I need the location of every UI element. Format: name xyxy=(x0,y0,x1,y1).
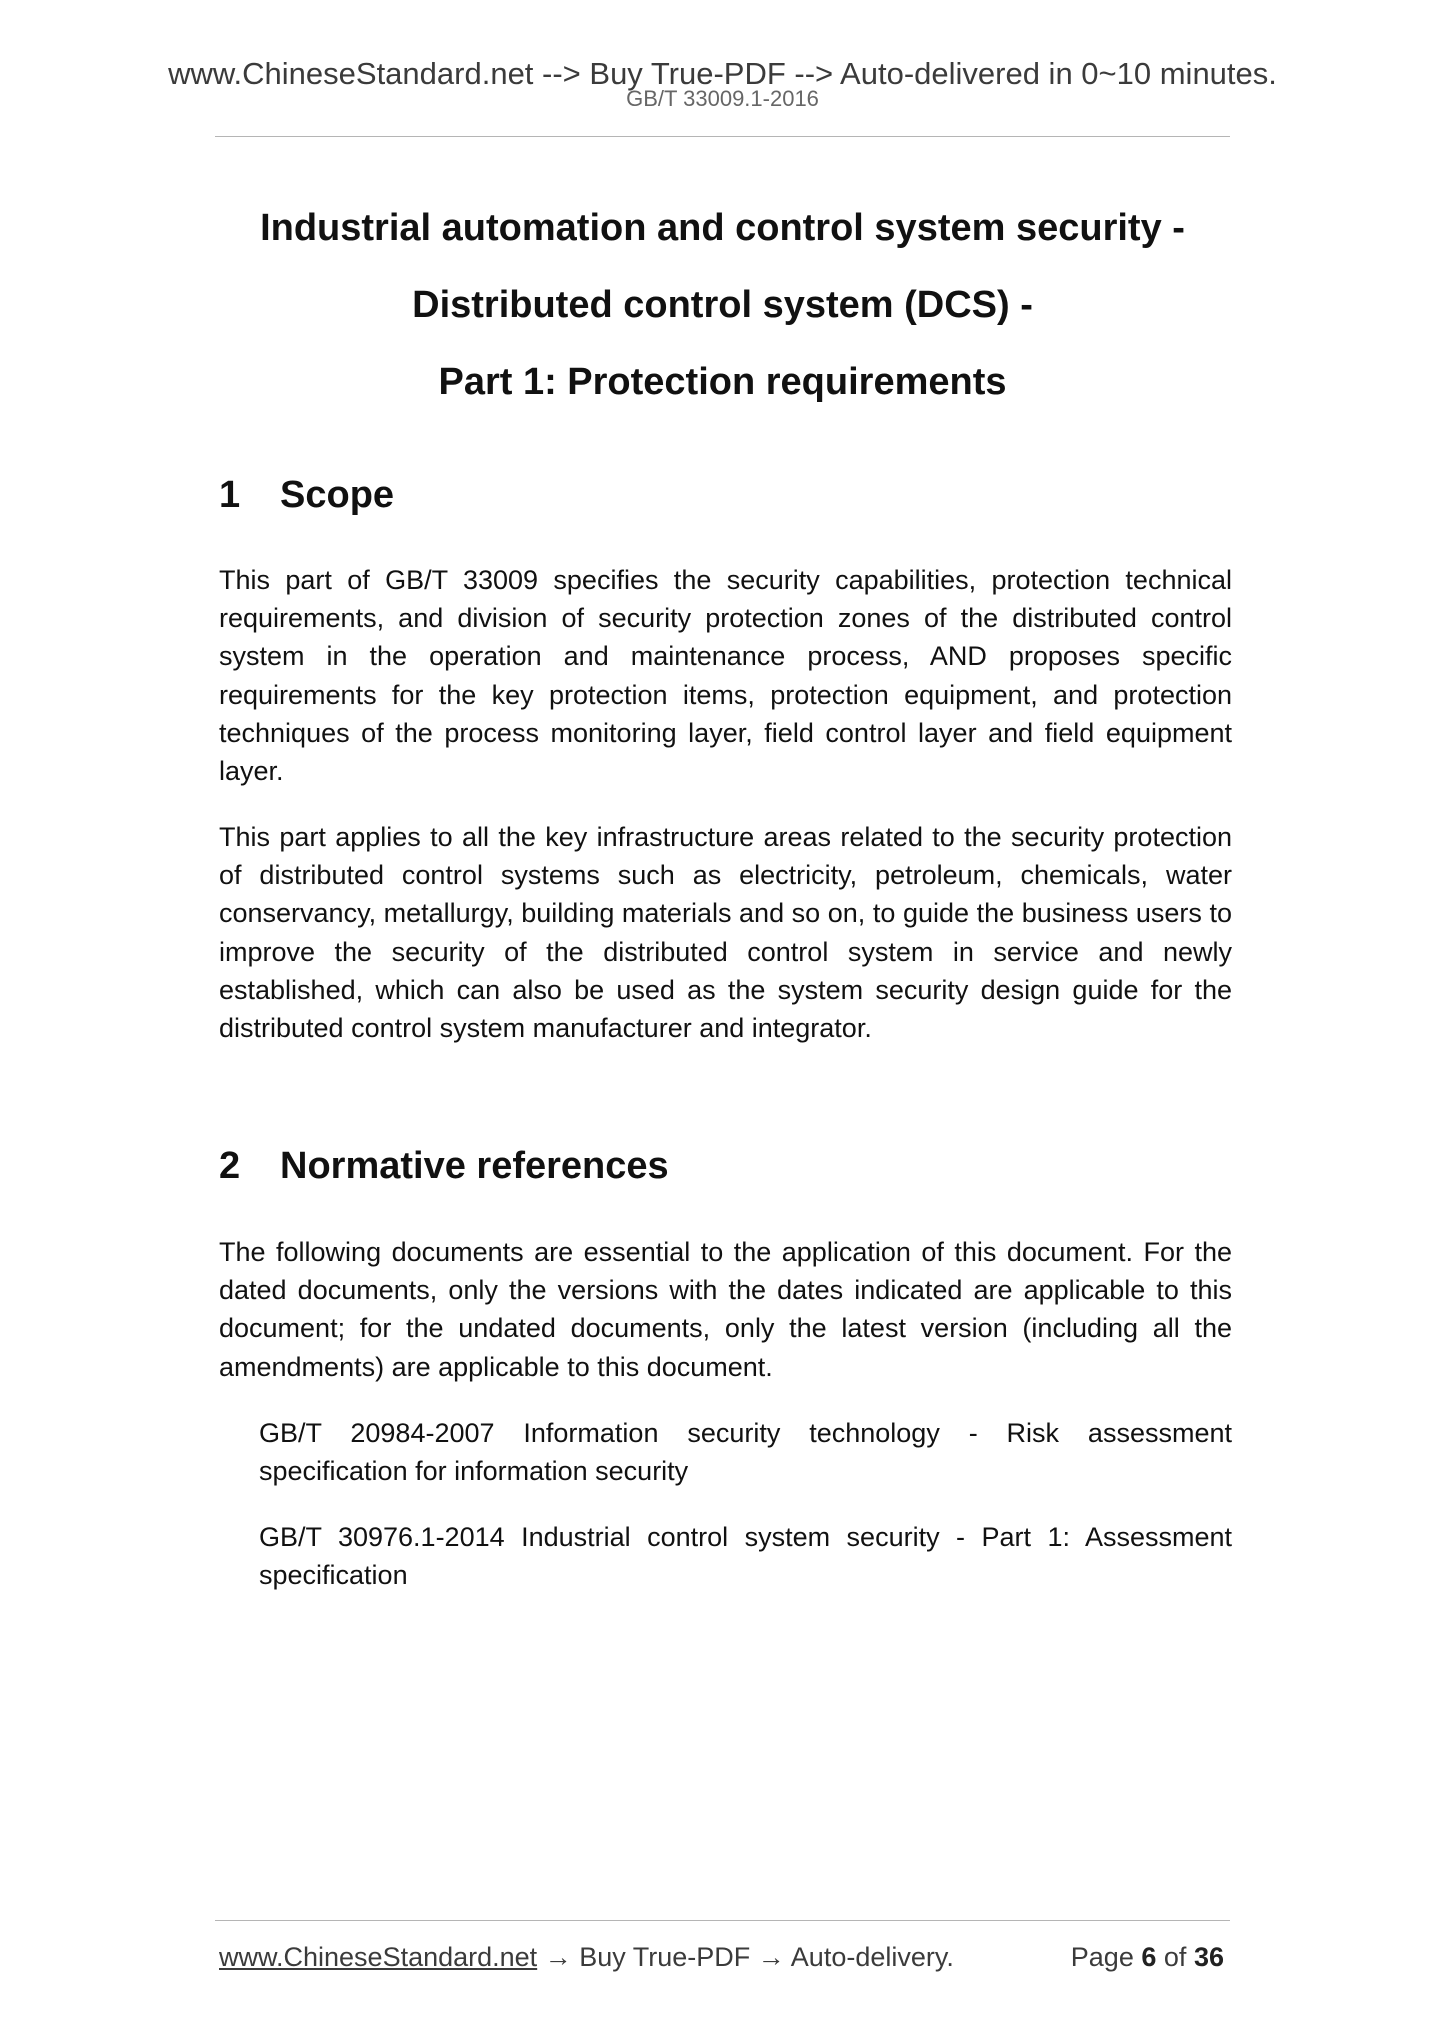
document-title xyxy=(215,190,1230,421)
page-of: of xyxy=(1163,1942,1187,1972)
reference-item: GB/T 20984-2007 Information security technology - Risk assessment specification for information security xyxy=(259,1418,1232,1487)
arrow-right-icon: → xyxy=(544,1942,572,1972)
footer-left xyxy=(219,1940,954,1974)
page-current: 6 xyxy=(1141,1942,1157,1972)
page-label: Page xyxy=(1070,1942,1134,1972)
section-heading-scope xyxy=(219,472,394,518)
scope-paragraph-2: This part applies to all the key infrastructure areas related to the security protection of distributed control systems such as electricity, petroleum, chemicals, water conservancy, metallurgy, building materials and so on, to guide the business users to improve the security of the distributed control system in service and newly established, which can also be used as the system security design guide for the distributed control system manufacturer and integrator. xyxy=(219,822,1232,1044)
section-title: Normative references xyxy=(280,1145,669,1187)
page-total: 36 xyxy=(1193,1942,1224,1972)
page-number xyxy=(1071,1940,1224,1974)
standard-code: GB/T 33009.1-2016 xyxy=(626,86,819,111)
references-intro-paragraph: The following documents are essential to the application of this document. For the dated documents, only the versions with the dates indicated are applicable to this document; for the undated documents, only the latest version (including all the amendments) are applicable to this document. xyxy=(219,1237,1232,1382)
title-line-1: Industrial automation and control system security - xyxy=(260,207,1185,249)
header-divider xyxy=(215,136,1230,137)
site-link[interactable]: www.ChineseStandard.net xyxy=(219,1942,538,1972)
buy-pdf-text: Buy True-PDF xyxy=(579,1942,751,1972)
scope-paragraph-1: This part of GB/T 33009 specifies the security capabilities, protection technical requirements, and division of security protection zones of the distributed control system in the operation and maintenance process, AND proposes specific requirements for the key protection items, protection equipment, and protection techniques of the process monitoring layer, field control layer and field equipment layer. xyxy=(219,565,1232,787)
title-line-2: Distributed control system (DCS) - xyxy=(412,284,1033,326)
section-number: 1 xyxy=(219,474,241,516)
section-heading-normative-references xyxy=(219,1143,669,1189)
reference-item: GB/T 30976.1-2014 Industrial control system security - Part 1: Assessment specification xyxy=(259,1522,1232,1591)
title-line-3: Part 1: Protection requirements xyxy=(438,361,1007,403)
footer xyxy=(219,1940,1224,1974)
top-banner: www.ChineseStandard.net --> Buy True-PDF --> Auto-delivered in 0~10 minutes. xyxy=(168,56,1277,91)
footer-divider xyxy=(215,1920,1230,1921)
section-number: 2 xyxy=(219,1145,241,1187)
section-title: Scope xyxy=(280,474,395,516)
arrow-right-icon: → xyxy=(757,1942,785,1972)
auto-delivery-text: Auto-delivery. xyxy=(790,1942,954,1972)
